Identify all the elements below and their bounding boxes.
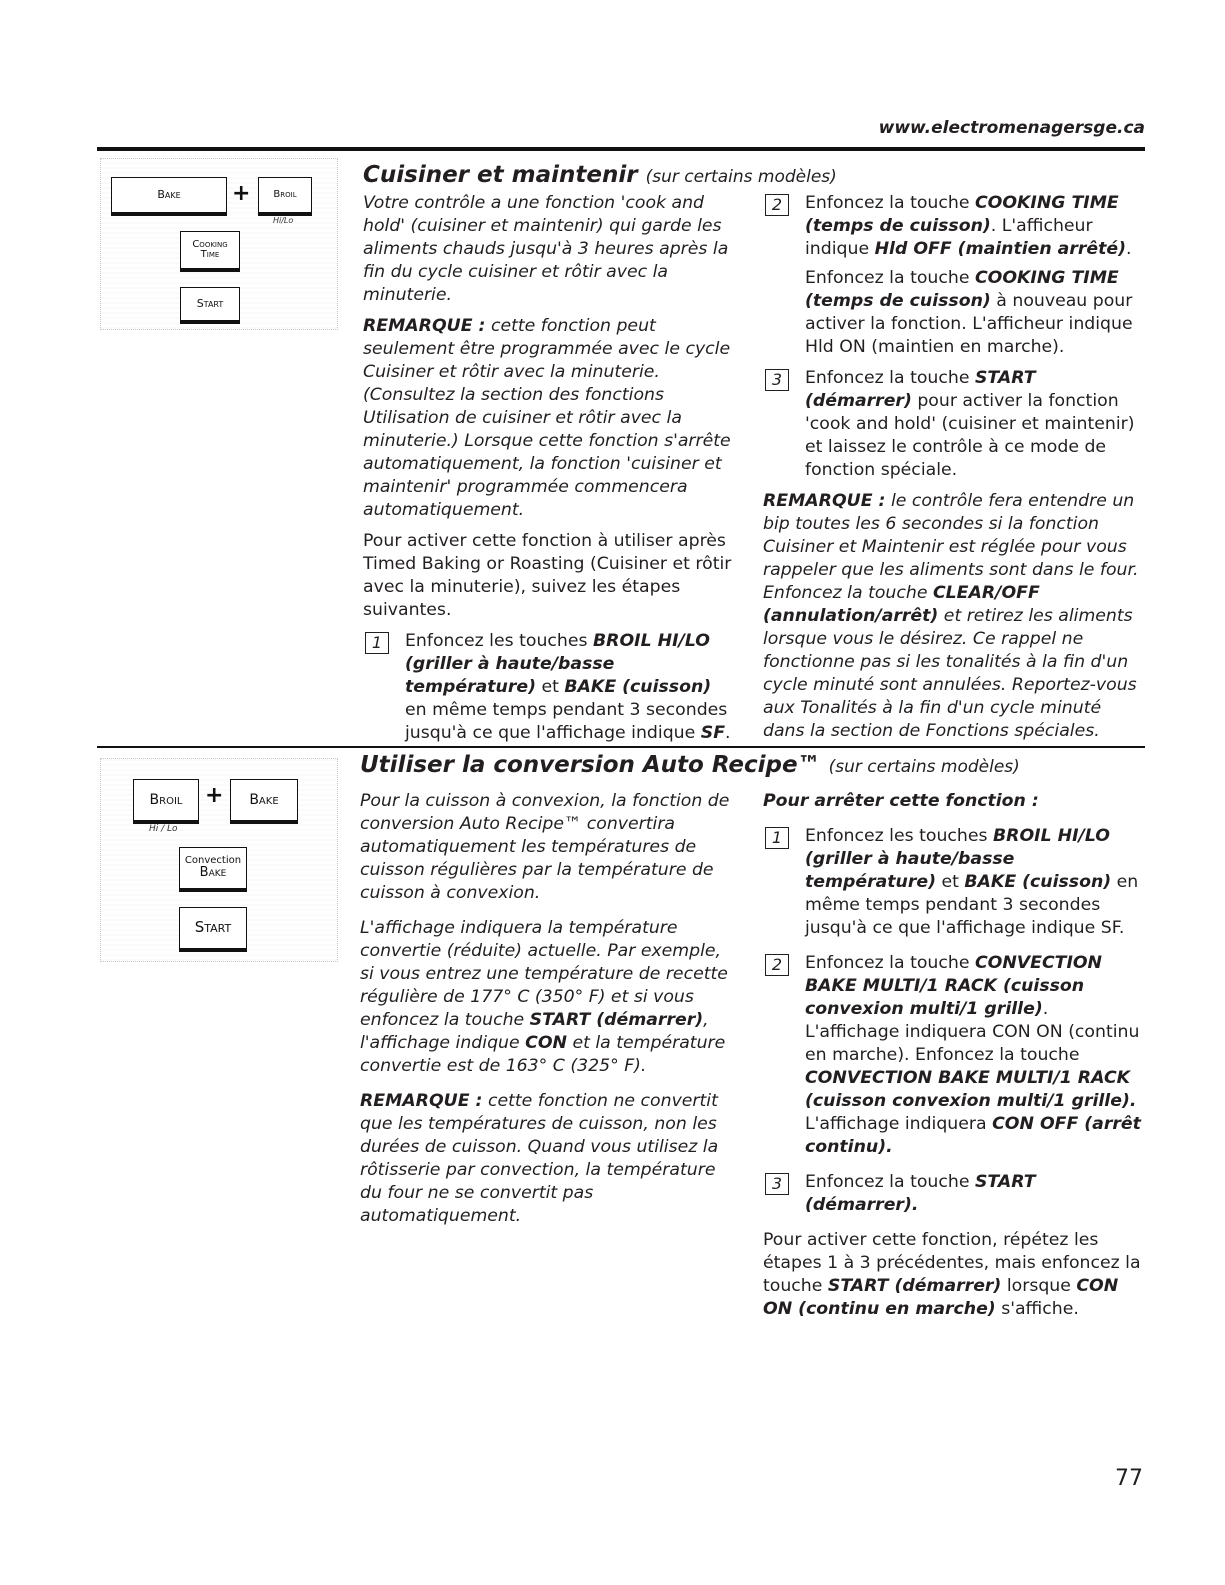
bake-key: Bake [111, 177, 227, 213]
section1-title-suffix: (sur certains modèles) [645, 167, 837, 187]
section1-title: Cuisiner et maintenir [363, 162, 638, 188]
section2-step-2: 2 Enfoncez la touche CONVECTION BAKE MULTI/1 RACK (cuisson convexion multi/1 grille). L'affichage indiquera CON ON (continu en marche). Enfoncez la touche CONVECTION BAKE MULTI/1 RACK (cuisson convexion multi/1 grille). L'affichage indiquera CON OFF (arrêt continu). [763, 952, 1145, 1159]
start-key: Start [180, 287, 240, 321]
section1-step-2: 2 Enfoncez la touche COOKING TIME (temps de cuisson). L'afficheur indique Hld OFF (maintien arrêté). Enfoncez la touche COOKING TIME (temps de cuisson) à nouveau pour activer la fonction. L'afficheur indique Hld ON (maintien en marche). [763, 192, 1145, 359]
convection-bake-key-line1: Convection [184, 854, 242, 866]
section1-step-1: 1 Enfoncez les touches BROIL HI/LO (griller à haute/basse température) et BAKE (cuisson) en même temps pendant 3 secondes jusqu'à ce que l'affichage indique SF. [363, 630, 738, 745]
convection-bake-key [179, 847, 247, 889]
section2-step-3: 3 Enfoncez la touche START (démarrer). [763, 1171, 1145, 1217]
step-number-2: 2 [765, 194, 789, 216]
keypad-illustration-cook-hold [100, 158, 338, 330]
section2-stop-title: Pour arrêter cette fonction : [763, 791, 1039, 811]
section1-remarque: REMARQUE : cette fonction peut seulement être programmée avec le cycle Cuisiner et rôtir avec la minuterie. (Consultez la section des fonctions Utilisation de cuisiner et rôtir avec la minuterie.) Lorsque cette fonction s'arrête automatiquement, la fonction 'cuisiner et maintenir' programmée commencera automatiquement. [363, 316, 731, 520]
section2-heading [360, 752, 1020, 778]
broil-key: Broil [133, 779, 199, 821]
start-key: Start [179, 907, 247, 949]
keypad-illustration-auto-recipe [100, 758, 338, 962]
plus-sign: + [232, 181, 251, 206]
broil-key: Broil [258, 177, 312, 213]
website-url: www.electromenagersge.ca [878, 118, 1145, 138]
section2-final-text: Pour activer cette fonction, répétez les étapes 1 à 3 précédentes, mais enfoncez la touche START (démarrer) lorsque CON ON (continu en marche) s'affiche. [763, 1230, 1141, 1319]
section1-right-remarque: REMARQUE : le contrôle fera entendre un bip toutes les 6 secondes si la fonction Cuisiner et Maintenir est réglée pour vous rappeler que les aliments sont dans le four. Enfoncez la touche CLEAR/OFF (annulation/arrêt) et retirez les aliments lorsque vous le désirez. Ce rappel ne fonctionne pas si les tonalités à la fin d'un cycle minuté sont annulées. Reportez-vous aux Tonalités à la fin d'un cycle minuté dans la section de Fonctions spéciales. [763, 491, 1139, 741]
cooking-time-key-line1: Cooking [192, 238, 228, 250]
cooking-time-key-line2: Time [200, 249, 220, 260]
section2-right-column [763, 790, 1145, 1329]
section2-left-column [360, 790, 730, 1236]
step-number-1: 1 [365, 632, 389, 654]
section1-heading [363, 162, 837, 188]
page-number: 77 [1115, 1466, 1143, 1491]
top-rule [97, 147, 1145, 151]
broil-key-sublabel: Hi/Lo [273, 216, 294, 225]
step-number-1: 1 [765, 827, 789, 849]
section1-step-3: 3 Enfoncez la touche START (démarrer) pour activer la fonction 'cook and hold' (cuisiner et maintenir) et laissez le contrôle à ce mode de fonction spéciale. [763, 367, 1145, 482]
convection-bake-key-line2: Bake [199, 865, 227, 881]
section1-left-column [363, 192, 738, 753]
step-number-3: 3 [765, 1173, 789, 1195]
plus-sign: + [205, 783, 224, 808]
broil-key-sublabel: Hi / Lo [149, 824, 178, 834]
section2-remarque: REMARQUE : cette fonction ne convertit que les températures de cuisson, non les durées de cuisson. Quand vous utilisez la rôtisserie par convection, la température du four ne se convertit pas automatiquement. [360, 1091, 719, 1226]
section1-right-column [763, 192, 1145, 751]
section-divider [97, 746, 1145, 748]
section2-title-suffix: (sur certains modèles) [828, 757, 1020, 777]
bake-key: Bake [230, 779, 298, 821]
section2-title: Utiliser la conversion Auto Recipe™ [360, 752, 821, 778]
section2-example: L'affichage indiquera la température convertie (réduite) actuelle. Par exemple, si vous entrez une température de recette régulière de 177° C (350° F) et si vous enfoncez la touche START (démarrer), l'affichage indique CON et la température convertie est de 163° C (325° F). [360, 918, 728, 1076]
section1-intro: Votre contrôle a une fonction 'cook and hold' (cuisiner et maintenir) qui garde les aliments chauds jusqu'à 3 heures après la fin du cycle cuisiner et rôtir avec la minuterie. [363, 193, 729, 305]
step-number-2: 2 [765, 954, 789, 976]
section1-activate-text: Pour activer cette fonction à utiliser après Timed Baking or Roasting (Cuisiner et rôtir avec la minuterie), suivez les étapes suivantes. [363, 531, 732, 620]
cooking-time-key [180, 231, 240, 269]
section2-step-1: 1 Enfoncez les touches BROIL HI/LO (griller à haute/basse température) et BAKE (cuisson) en même temps pendant 3 secondes jusqu'à ce que l'affichage indique SF. [763, 825, 1145, 940]
step-number-3: 3 [765, 369, 789, 391]
section2-intro: Pour la cuisson à convexion, la fonction de conversion Auto Recipe™ convertira automatiquement les températures de cuisson régulières par la température de cuisson à convexion. [360, 791, 730, 903]
